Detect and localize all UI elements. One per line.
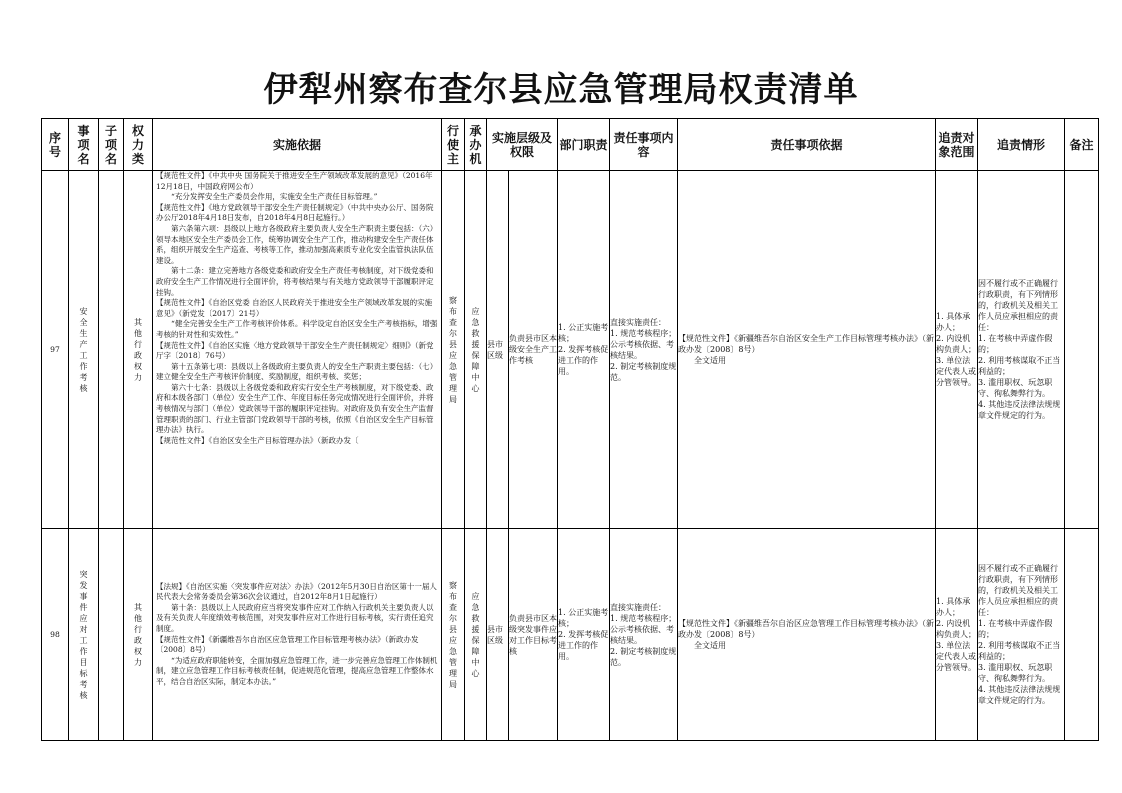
basis-paragraph: “为适应政府职能转变，全面加强应急管理工作，进一步完善应急管理工作体制机制，建立应急管理工作目标考核责任制，促进规范化管理，提高应急管理工作整体水平，结合自治区实际，制定本办法。” [156, 655, 438, 686]
basis-paragraph: 第十条：县级以上人民政府应当将突发事件应对工作纳入行政机关主要负责人以及有关负责人年度绩效考核范围，对突发事件应对工作进行目标考核，实行责任追究制度。 [156, 602, 434, 633]
table-row [42, 529, 1099, 741]
row-executor: 察布查尔县应急管理局 [442, 171, 465, 529]
row-note [1065, 529, 1099, 741]
row-item-name: 突发事件应对工作目标考核 [69, 529, 99, 741]
basis-paragraph: 【规范性文件】《自治区实施〈地方党政领导干部安全生产责任制规定〉细则》（新党厅字〔2018〕76号） [156, 340, 434, 361]
page-title: 伊犁州察布查尔县应急管理局权责清单 [263, 70, 859, 110]
row-basis [153, 171, 442, 529]
row-handler: 应急救援保障中心 [465, 529, 487, 741]
header-row [42, 119, 1099, 171]
header-handler: 承办机 [465, 119, 487, 171]
header-executor: 行使主 [442, 119, 465, 171]
basis-paragraph: 第十二条：建立完善地方各级党委和政府安全生产责任考核制度，对下级党委和政府安全生产工作情况进行全面评价，将考核结果与有关地方党政领导干部履职评定挂钩。 [156, 266, 434, 297]
header-level: 实施层级及权限 [487, 119, 558, 171]
basis-paragraph: 【规范性文件】《中共中央 国务院关于推进安全生产领域改革发展的意见》（2016年12月18日，中国政府网公布） [156, 171, 433, 191]
row-level-a: 县市区级 [487, 171, 509, 529]
header-resp-content: 责任事项内容 [610, 119, 678, 171]
row-note [1065, 171, 1099, 529]
row-seq: 97 [42, 171, 69, 529]
row-situation: 因不履行或不正确履行行政职责，有下列情形的，行政机关及相关工作人员应承担相应的责任： 1. 在考核中弄虚作假的； 2. 利用考核谋取不正当利益的； 3. 滥用职权、玩忽职守、徇私舞弊行为。 4. 其他违反法律法规规章文件规定的行为。 [978, 529, 1065, 741]
header-resp-basis: 责任事项依据 [678, 119, 936, 171]
row-resp-basis: 【规范性文件】《新疆维吾尔自治区应急管理工作目标管理考核办法》（新政办发〔2008〕8号） 全文适用 [678, 529, 936, 741]
basis-paragraph: 第六十七条：县级以上各级党委和政府实行安全生产考核制度，对下级党委、政府和本级各部门（单位）安全生产工作、年度目标任务完成情况进行全面评价，并将考核情况与部门（单位）党政领导干部的履职评定挂钩。对政府及负有安全生产监督管理职责的部门、行业主管部门党政领导干部的考核，依照《自治区安全生产目标管理办法》执行。 [156, 382, 434, 435]
header-situation: 追责情形 [978, 119, 1065, 171]
row-level-a: 县市区级 [487, 529, 509, 741]
responsibility-table [41, 118, 1099, 741]
row-item-name: 安全生产工作考核 [69, 171, 99, 529]
row-scope: 1. 具体承办人； 2. 内设机构负责人； 3. 单位法定代表人或分管领导。 [936, 171, 978, 529]
header-note: 备注 [1065, 119, 1099, 171]
basis-paragraph: 【规范性文件】《自治区安全生产目标管理办法》（新政办发〔 [156, 435, 359, 445]
row-situation: 因不履行或不正确履行行政职责，有下列情形的，行政机关及相关工作人员应承担相应的责任： 1. 在考核中弄虚作假的； 2. 利用考核谋取不正当利益的； 3. 滥用职权、玩忽职守、徇私舞弊行为。 4. 其他违反法律法规规章文件规定的行为。 [978, 171, 1065, 529]
row-handler: 应急救援保障中心 [465, 171, 487, 529]
header-scope: 追责对象范围 [936, 119, 978, 171]
basis-paragraph: “充分发挥安全生产委员会作用，实施安全生产责任目标管理。” [156, 192, 378, 202]
row-executor: 察布查尔县应急管理局 [442, 529, 465, 741]
row-power-type: 其他行政权力 [124, 529, 153, 741]
header-dept-duty: 部门职责 [558, 119, 610, 171]
basis-paragraph: 第六条第六项：县级以上地方各级政府主要负责人安全生产职责主要包括：（六）领导本地区安全生产委员会工作，统筹协调安全生产工作，推动构建安全生产责任体系，组织开展安全生产巡查、考核等工作，推动加强高素质专业化安全监管执法队伍建设。 [156, 223, 438, 265]
row-seq: 98 [42, 529, 69, 741]
row-scope: 1. 具体承办人； 2. 内设机构负责人； 3. 单位法定代表人或分管领导。 [936, 529, 978, 741]
row-dept-duty: 1. 公正实施考核； 2. 发挥考核促进工作的作用。 [558, 171, 610, 529]
basis-paragraph: 第十五条第七项：县级以上各级政府主要负责人的安全生产职责主要包括：（七）建立健全安全生产考核评价制度、奖励制度，组织考核、奖惩； [156, 361, 438, 382]
row-sub-item-name [99, 529, 124, 741]
row-basis [153, 529, 442, 741]
header-power-type: 权力类 [124, 119, 153, 171]
header-seq: 序号 [42, 119, 69, 171]
basis-paragraph: 【法规】《自治区实施〈突发事件应对法〉办法》（2012年5月30日自治区第十一届人民代表大会常务委员会第36次会议通过，自2012年8月1日起施行） [156, 581, 437, 602]
table-row [42, 171, 1099, 529]
row-sub-item-name [99, 171, 124, 529]
row-resp-content: 直接实施责任： 1. 规范考核程序；公示考核依据、考核结果。 2. 制定考核制度规范。 [610, 529, 678, 741]
basis-paragraph: 【规范性文件】《新疆维吾尔自治区应急管理工作目标管理考核办法》（新政办发〔2008〕8号） [156, 634, 419, 655]
row-dept-duty: 1. 公正实施考核； 2. 发挥考核促进工作的作用。 [558, 529, 610, 741]
header-item-name: 事项名 [69, 119, 99, 171]
basis-paragraph: “健全完善安全生产工作考核评价体系。科学设定自治区安全生产考核指标，增强考核的针对性和实效性。” [156, 319, 438, 339]
basis-paragraph: 【规范性文件】《自治区党委 自治区人民政府关于推进安全生产领域改革发展的实施意见》（新党发〔2017〕21号） [156, 298, 433, 318]
row-resp-basis: 【规范性文件】《新疆维吾尔自治区安全生产工作目标管理考核办法》（新政办发〔2008〕8号） 全文适用 [678, 171, 936, 529]
row-resp-content: 直接实施责任： 1. 规范考核程序；公示考核依据、考核结果。 2. 制定考核制度规范。 [610, 171, 678, 529]
row-power-type: 其他行政权力 [124, 171, 153, 529]
header-sub-item-name: 子项名 [99, 119, 124, 171]
row-level-b: 负责县市区本级突发事件应对工作目标考核 [509, 529, 558, 741]
basis-paragraph: 【规范性文件】《地方党政领导干部安全生产责任制规定》（中共中央办公厅、国务院办公厅2018年4月18日发布，自2018年4月8日起施行。） [156, 202, 434, 223]
header-basis: 实施依据 [153, 119, 442, 171]
row-level-b: 负责县市区本级安全生产工作考核 [509, 171, 558, 529]
